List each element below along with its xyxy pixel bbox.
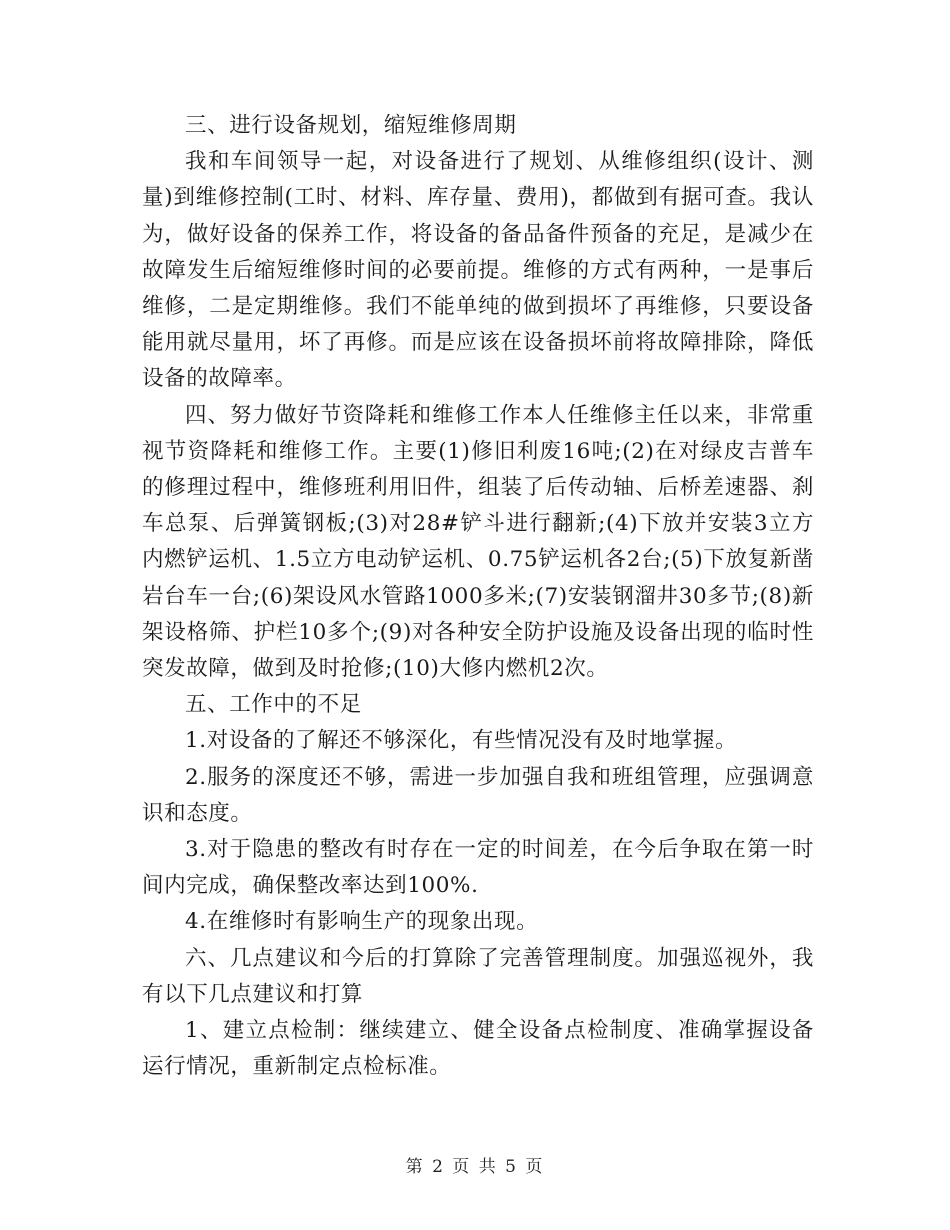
section-heading-6: 六、几点建议和今后的打算除了完善管理制度。加强巡视外，我有以下几点建议和打算 [142,945,814,1007]
list-item-suggestion-1: 1、建立点检制：继续建立、健全设备点检制度、准确掌握设备运行情况，重新制定点检标准。 [142,1018,814,1080]
paragraph-cost-saving-maintenance: 四、努力做好节资降耗和维修工作本人任维修主任以来，非常重视节资降耗和维修工作。主要(1)修旧利废16吨;(2)在对绿皮吉普车的修理过程中，维修班利用旧件，组装了后传动轴、后桥差速器、刹车总泵、后弹簧钢板;(3)对28#铲斗进行翻新;(4)下放并安装3立方内燃铲运机、1.5立方电动铲运机、0.75铲运机各2台;(5)下放复新凿岩台车一台;(6)架设风水管路1000多米;(7)安装钢溜井30多节;(8)新架设格筛、护栏10多个;(9)对各种安全防护设施及设备出现的临时性突发故障，做到及时抢修;(10)大修内燃机2次。 [142,402,814,682]
list-item-shortcoming-3: 3.对于隐患的整改有时存在一定的时间差，在今后争取在第一时间内完成，确保整改率达到100%. [142,837,814,899]
document-body [142,108,814,1085]
list-item-shortcoming-4: 4.在维修时有影响生产的现象出现。 [185,909,539,935]
list-item-shortcoming-2: 2.服务的深度还不够，需进一步加强自我和班组管理，应强调意识和态度。 [142,764,814,826]
page-footer: 第 2 页 共 5 页 [405,1157,545,1177]
list-item-shortcoming-1: 1.对设备的了解还不够深化，有些情况没有及时地掌握。 [185,728,738,754]
section-heading-5: 五、工作中的不足 [185,692,362,718]
section-heading-3: 三、进行设备规划，缩短维修周期 [185,113,517,138]
paragraph-equipment-planning: 我和车间领导一起，对设备进行了规划、从维修组织(设计、测量)到维修控制(工时、材料、库存量、费用)，都做到有据可查。我认为，做好设备的保养工作，将设备的备品备件预备的充足，是减少在故障发生后缩短维修时间的必要前提。维修的方式有两种，一是事后维修，二是定期维修。我们不能单纯的做到损坏了再维修，只要设备能用就尽量用，坏了再修。而是应该在设备损坏前将故障排除，降低设备的故障率。 [142,149,814,392]
